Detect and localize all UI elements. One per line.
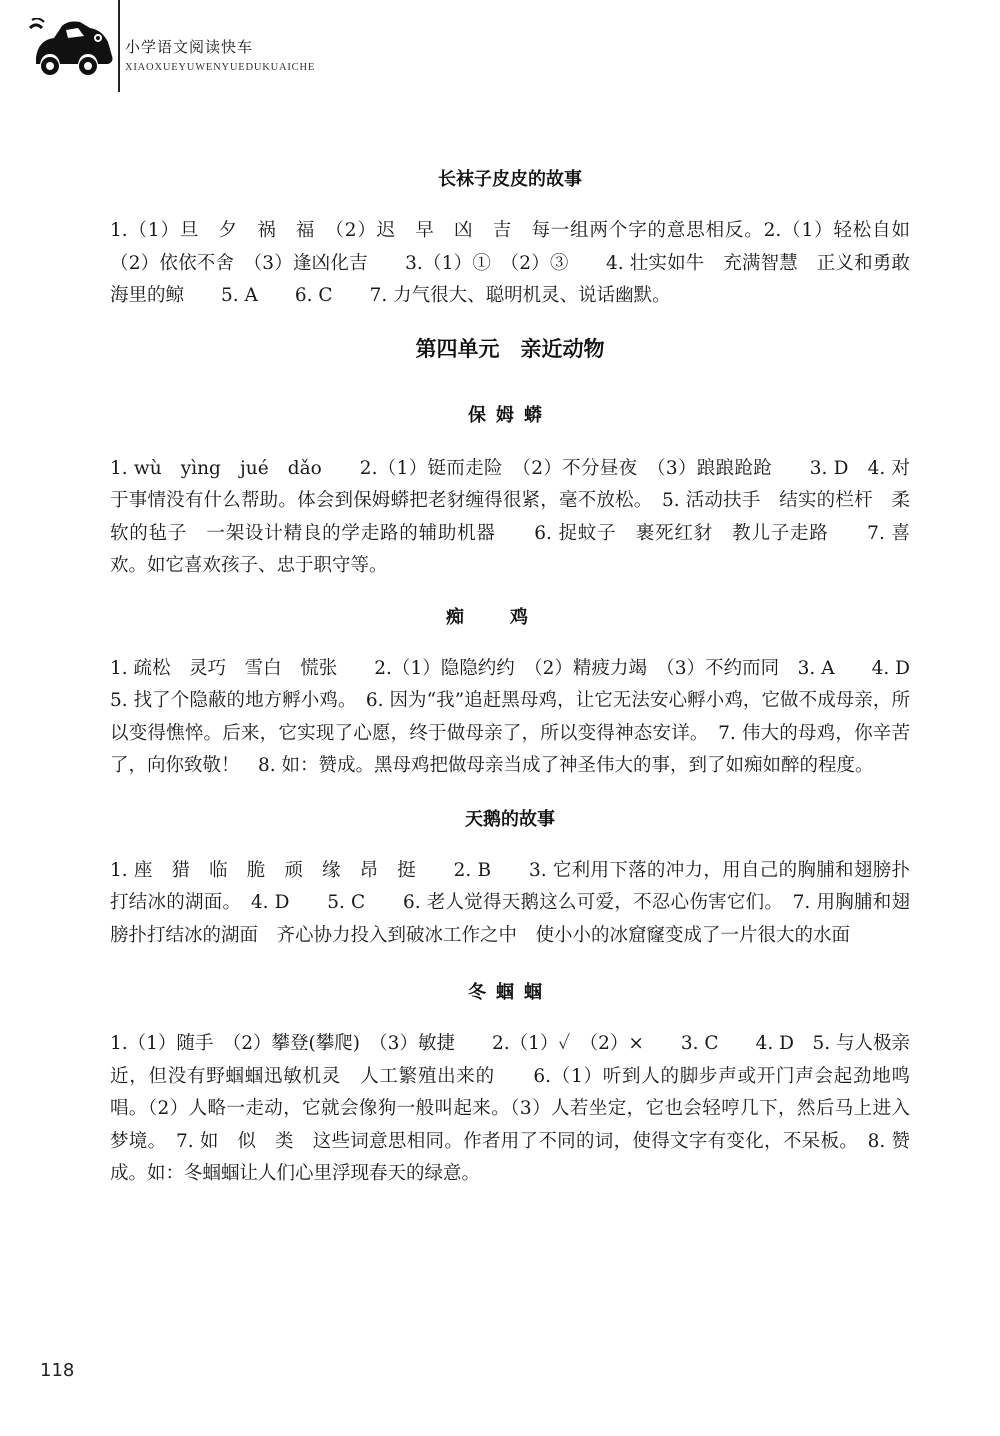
section-title: 保姆蟒	[468, 404, 552, 426]
section-title: 痴鸡	[446, 606, 574, 628]
section-answers: 1.（1）旦 夕 祸 福 （2）迟 早 凶 吉 每一组两个字的意思相反。2.（1）轻松自如 （2）依依不舍 （3）逢凶化吉 3.（1）① （2）③ 4. 壮实如牛 充满智慧 正义和勇敢 海里的鲸 5. A 6. C 7. 力气很大、聪明机灵、说话幽默。	[110, 220, 929, 306]
section-title: 天鹅的故事	[465, 808, 555, 830]
section-title: 冬蝈蝈	[468, 982, 552, 1003]
section-answers: 1. 疏松 灵巧 雪白 慌张 2.（1）隐隐约约 （2）精疲力竭 （3）不约而同 3. A 4. D 5. 找了个隐蔽的地方孵小鸡。 6. 因为“我”追赶黑母鸡，让它无法安心孵小鸡，它做不成母亲，所以变得憔悴。后来，它实现了心愿，终于做母亲了，所以变得神态安详。 7. 伟大的母鸡，你辛苦了，向你致敬！ 8. 如：赞成。黑母鸡把做母亲当成了神圣伟大的事，到了如痴如醉的程度。	[110, 657, 948, 776]
answer-content	[110, 160, 948, 1191]
section-title: 长袜子皮皮的故事	[438, 169, 582, 190]
header-divider	[118, 0, 120, 92]
book-title-pinyin: XIAOXUEYUWENYUEDUKUAICHE	[125, 62, 316, 73]
section-answers: 1. 座 猎 临 脆 顽 缘 昂 挺 2. B 3. 它利用下落的冲力，用自己的胸脯和翅膀扑打结冰的湖面。 4. D 5. C 6. 老人觉得天鹅这么可爱，不忍心伤害它们。 7. 用胸脯和翅膀扑打结冰的湖面 齐心协力投入到破冰工作之中 使小小的冰窟窿变成了一片很大的水面	[110, 859, 910, 946]
page-header	[0, 0, 1000, 95]
page-number: 118	[40, 1360, 75, 1381]
section-answers: 1. wù yìng jué dǎo 2.（1）铤而走险 （2）不分昼夜 （3）踉踉跄跄 3. D 4. 对于事情没有什么帮助。体会到保姆蟒把老豺缠得很紧，毫不放松。 5. 活动扶手 结实的栏杆 柔软的毡子 一架设计精良的学走路的辅助机器 6. 捉蚊子 裹死红豺 教儿子走路 7. 喜欢。如它喜欢孩子、忠于职守等。	[110, 457, 910, 576]
section-answers: 1.（1）随手 （2）攀登(攀爬) （3）敏捷 2.（1）✓ （2）× 3. C 4. D 5. 与人极亲近，但没有野蝈蝈迅敏机灵 人工繁殖出来的 6.（1）听到人的脚步声或开门声会起劲地鸣唱。（2）人略一走动，它就会像狗一般叫起来。（3）人若坐定，它也会轻哼几下，然后马上进入梦境。 7. 如 似 类 这些词意思相同。作者用了不同的词，使得文字有变化，不呆板。 8. 赞成。如：冬蝈蝈让人们心里浮现春天的绿意。	[110, 1033, 910, 1184]
unit-title: 第四单元 亲近动物	[415, 335, 605, 361]
book-title: 小学语文阅读快车	[125, 38, 254, 56]
car-logo-icon	[28, 18, 118, 80]
